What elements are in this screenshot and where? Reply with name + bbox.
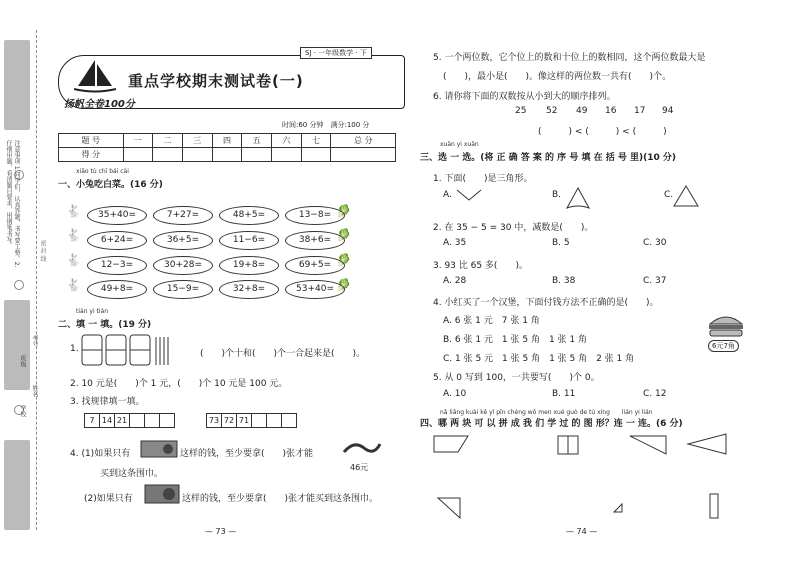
shape-piece-small-triangle-icon [438,498,460,518]
school-label: 学校 [19,405,26,417]
banknote-icon [140,440,178,458]
section1-title: 一、小兔吃白菜。(16 分) [58,180,163,190]
c3-text: 3. 93 比 65 多( )。 [433,261,528,271]
section3-title: 三、选 一 选。(将 正 确 答 案 的 序 号 填 在 括 号 里)(10 分) [420,153,676,163]
section4-title: 四、哪 两 块 可 以 拼 成 我 们 学 过 的 图 形？连 一 连。(6 分) [420,419,683,429]
page-number-right: — 74 — [566,527,598,536]
c4-option-b[interactable]: B. 6 张 1 元 1 张 5 角 1 张 1 角 [443,335,588,345]
seq-cell: 14 [100,414,115,428]
calc-oval[interactable]: 15−9= [153,280,213,299]
shape-piece-trapezoid-icon [434,436,468,452]
score-cell: 七 [301,134,331,148]
q4b-tail: 这样的钱，至少要拿( )张才能买到这条围巾。 [182,494,379,504]
score-input-cell[interactable] [212,148,242,162]
c5-option-c[interactable]: C. 12 [643,389,667,399]
c1-text: 1. 下面( )是三角形。 [433,174,533,184]
series-tag: SJ · 一年级数学 · 下 [300,47,372,59]
c2-option-b[interactable]: B. 5 [552,238,570,248]
calc-oval[interactable]: 6+24= [87,231,147,250]
calc-oval[interactable]: 13−8= [285,206,345,225]
scarf-price: 46元 [350,463,369,472]
banknote-icon [144,484,180,504]
q4a-tail: 这样的钱，至少要拿( )张才能 [180,449,314,459]
sailboat-logo-icon [70,58,120,94]
notice-text: 注意事项 1.同学们，认真答题，书写要工整。2.仔细审题，看清题目要求，用钢笔书写。 [5,140,20,268]
cabbage-icon: 🥬 [336,253,351,267]
c1-option-b[interactable]: B. [552,190,562,200]
seq-blank[interactable] [130,414,145,428]
c5-option-b[interactable]: B. 11 [552,389,576,399]
calc-oval[interactable]: 36+5= [153,231,213,250]
hamburger-icon [706,310,746,338]
c4-option-a[interactable]: A. 6 张 1 元 7 张 1 角 [443,316,540,326]
q6-number: 16 [605,106,617,116]
score-cell: 四 [212,134,242,148]
shape-piece-bar-icon [710,494,718,518]
calc-oval[interactable]: 35+40= [87,206,147,225]
seq-cell: 72 [222,414,237,428]
c2-text: 2. 在 35 − 5 = 30 中，减数是( )。 [433,223,594,233]
seq-cell: 71 [237,414,252,428]
score-cell: 五 [242,134,272,148]
score-input-cell[interactable] [242,148,272,162]
score-input-cell[interactable] [331,148,396,162]
calc-oval[interactable]: 69+5= [285,256,345,275]
c4-option-c[interactable]: C. 1 张 5 元 1 张 5 角 1 张 5 角 2 张 1 角 [443,354,635,364]
cabbage-icon: 🥬 [336,228,351,242]
score-cell: 三 [182,134,212,148]
c5-option-a[interactable]: A. 10 [443,389,467,399]
section2-title: 二、填 一 填。(19 分) [58,320,152,330]
shape-piece-triangle-icon [630,436,666,454]
score-input-cell[interactable] [153,148,183,162]
rabbit-icon: 🐇 [66,228,81,242]
c3-option-c[interactable]: C. 37 [643,276,667,286]
seal-line [36,30,37,530]
page-number-left: — 73 — [205,527,237,536]
calc-oval[interactable]: 19+8= [219,256,279,275]
score-cell: 得 分 [59,148,124,162]
cabbage-icon: 🥬 [336,278,351,292]
gutter-block [4,40,30,130]
binding-hole [14,280,24,290]
q6-number: 25 [515,106,527,116]
brand-name: 扬帆全卷100分 [64,99,135,110]
curved-triangle-icon [565,186,591,212]
calc-oval[interactable]: 49+8= [87,280,147,299]
score-header-row [59,134,396,148]
open-angle-shape-icon [455,188,483,202]
q6-number: 17 [634,106,646,116]
q6-number: 49 [576,106,588,116]
triangle-icon [672,184,700,208]
calc-oval[interactable]: 32+8= [219,280,279,299]
seq-blank[interactable] [145,414,160,428]
c3-option-b[interactable]: B. 38 [552,276,576,286]
c2-option-c[interactable]: C. 30 [643,238,667,248]
q5-text: 5. 一个两位数，它个位上的数和十位上的数相同，这个两位数最大是 [433,53,706,63]
exam-meta: 时间:60 分钟 满分:100 分 [282,121,370,129]
q3-text: 3. 找规律填一填。 [70,397,145,407]
section4-pinyin: nǎ liǎng kuài kě yǐ pīn chéng wǒ men xué guò de tú xíng lián yi lián [440,409,653,416]
c1-option-c[interactable]: C. [664,190,674,200]
calc-oval[interactable]: 30+28= [153,256,213,275]
q4a-line2: 买到这条围巾。 [100,469,164,479]
rabbit-icon: 🐇 [66,204,81,218]
q4a-text: 4. (1)如果只有 [70,449,131,459]
scarf-icon [340,438,384,464]
score-cell: 一 [123,134,153,148]
c2-option-a[interactable]: A. 35 [443,238,467,248]
seq-blank[interactable] [252,414,267,428]
rabbit-icon: 🐇 [66,278,81,292]
q6-number: 94 [662,106,674,116]
sequence-1 [84,413,175,428]
name-label: 姓名 [31,385,38,397]
q4b-text: (2)如果只有 [84,494,133,504]
c4-text: 4. 小红买了一个汉堡，下面付钱方法不正确的是( )。 [433,298,659,308]
q2-text: 2. 10 元是( )个 1 元，( )个 10 元是 100 元。 [70,379,288,389]
score-value-row [59,148,396,162]
seq-blank[interactable] [267,414,282,428]
seal-line-label: 密 封 线 [39,240,46,262]
seq-blank[interactable] [160,414,175,428]
c1-option-a[interactable]: A. [443,190,452,200]
score-input-cell[interactable] [301,148,331,162]
binding-gutter [0,0,44,566]
q6-text: 6. 请你将下面的双数按从小到大的顺序排列。 [433,92,616,102]
score-input-cell[interactable] [182,148,212,162]
section1-pinyin: xiǎo tù chī bái cài [76,168,129,175]
score-input-cell[interactable] [272,148,302,162]
section3-pinyin: xuǎn yi xuǎn [440,141,479,148]
q1-text: ( )个十和( )个一合起来是( )。 [200,349,366,359]
calc-oval[interactable]: 53+40= [285,280,345,299]
score-input-cell[interactable] [123,148,153,162]
calc-oval[interactable]: 38+6= [285,231,345,250]
class-label: 班级 [19,355,26,367]
calc-oval[interactable]: 48+5= [219,206,279,225]
rabbit-icon: 🐇 [66,253,81,267]
q5-line2: ( )，最小是( )。像这样的两位数一共有( )个。 [443,72,672,82]
calc-oval[interactable]: 11−6= [219,231,279,250]
score-cell: 六 [272,134,302,148]
seq-cell: 21 [115,414,130,428]
q1-number: 1. [70,344,79,354]
shape-pieces [430,432,760,524]
score-cell: 题 号 [59,134,124,148]
bundled-sticks-icon [80,333,188,369]
score-cell: 二 [153,134,183,148]
score-cell: 总 分 [331,134,396,148]
calc-oval[interactable]: 7+27= [153,206,213,225]
shape-piece-tiny-triangle-icon [614,504,622,512]
gutter-block [4,440,30,530]
c5-text: 5. 从 0 写到 100，一共要写( )个 0。 [433,373,600,383]
number-label: 考号 [31,335,38,347]
c3-option-a[interactable]: A. 28 [443,276,467,286]
seq-cell: 7 [85,414,100,428]
gutter-block [4,300,30,390]
burger-price-tag: 6元7角 [708,340,739,352]
cabbage-icon: 🥬 [336,204,351,218]
calc-oval[interactable]: 12−3= [87,256,147,275]
q6-answer-blanks[interactable]: ( ) < ( ) < ( ) [538,127,667,137]
section2-pinyin: tián yi tián [76,308,109,315]
score-table [58,133,396,162]
seq-blank[interactable] [282,414,297,428]
seq-cell: 73 [207,414,222,428]
sequence-2 [206,413,297,428]
shape-piece-wedge-icon [688,434,726,454]
exam-title: 重点学校期末测试卷(一) [128,72,304,90]
q6-number: 52 [546,106,558,116]
